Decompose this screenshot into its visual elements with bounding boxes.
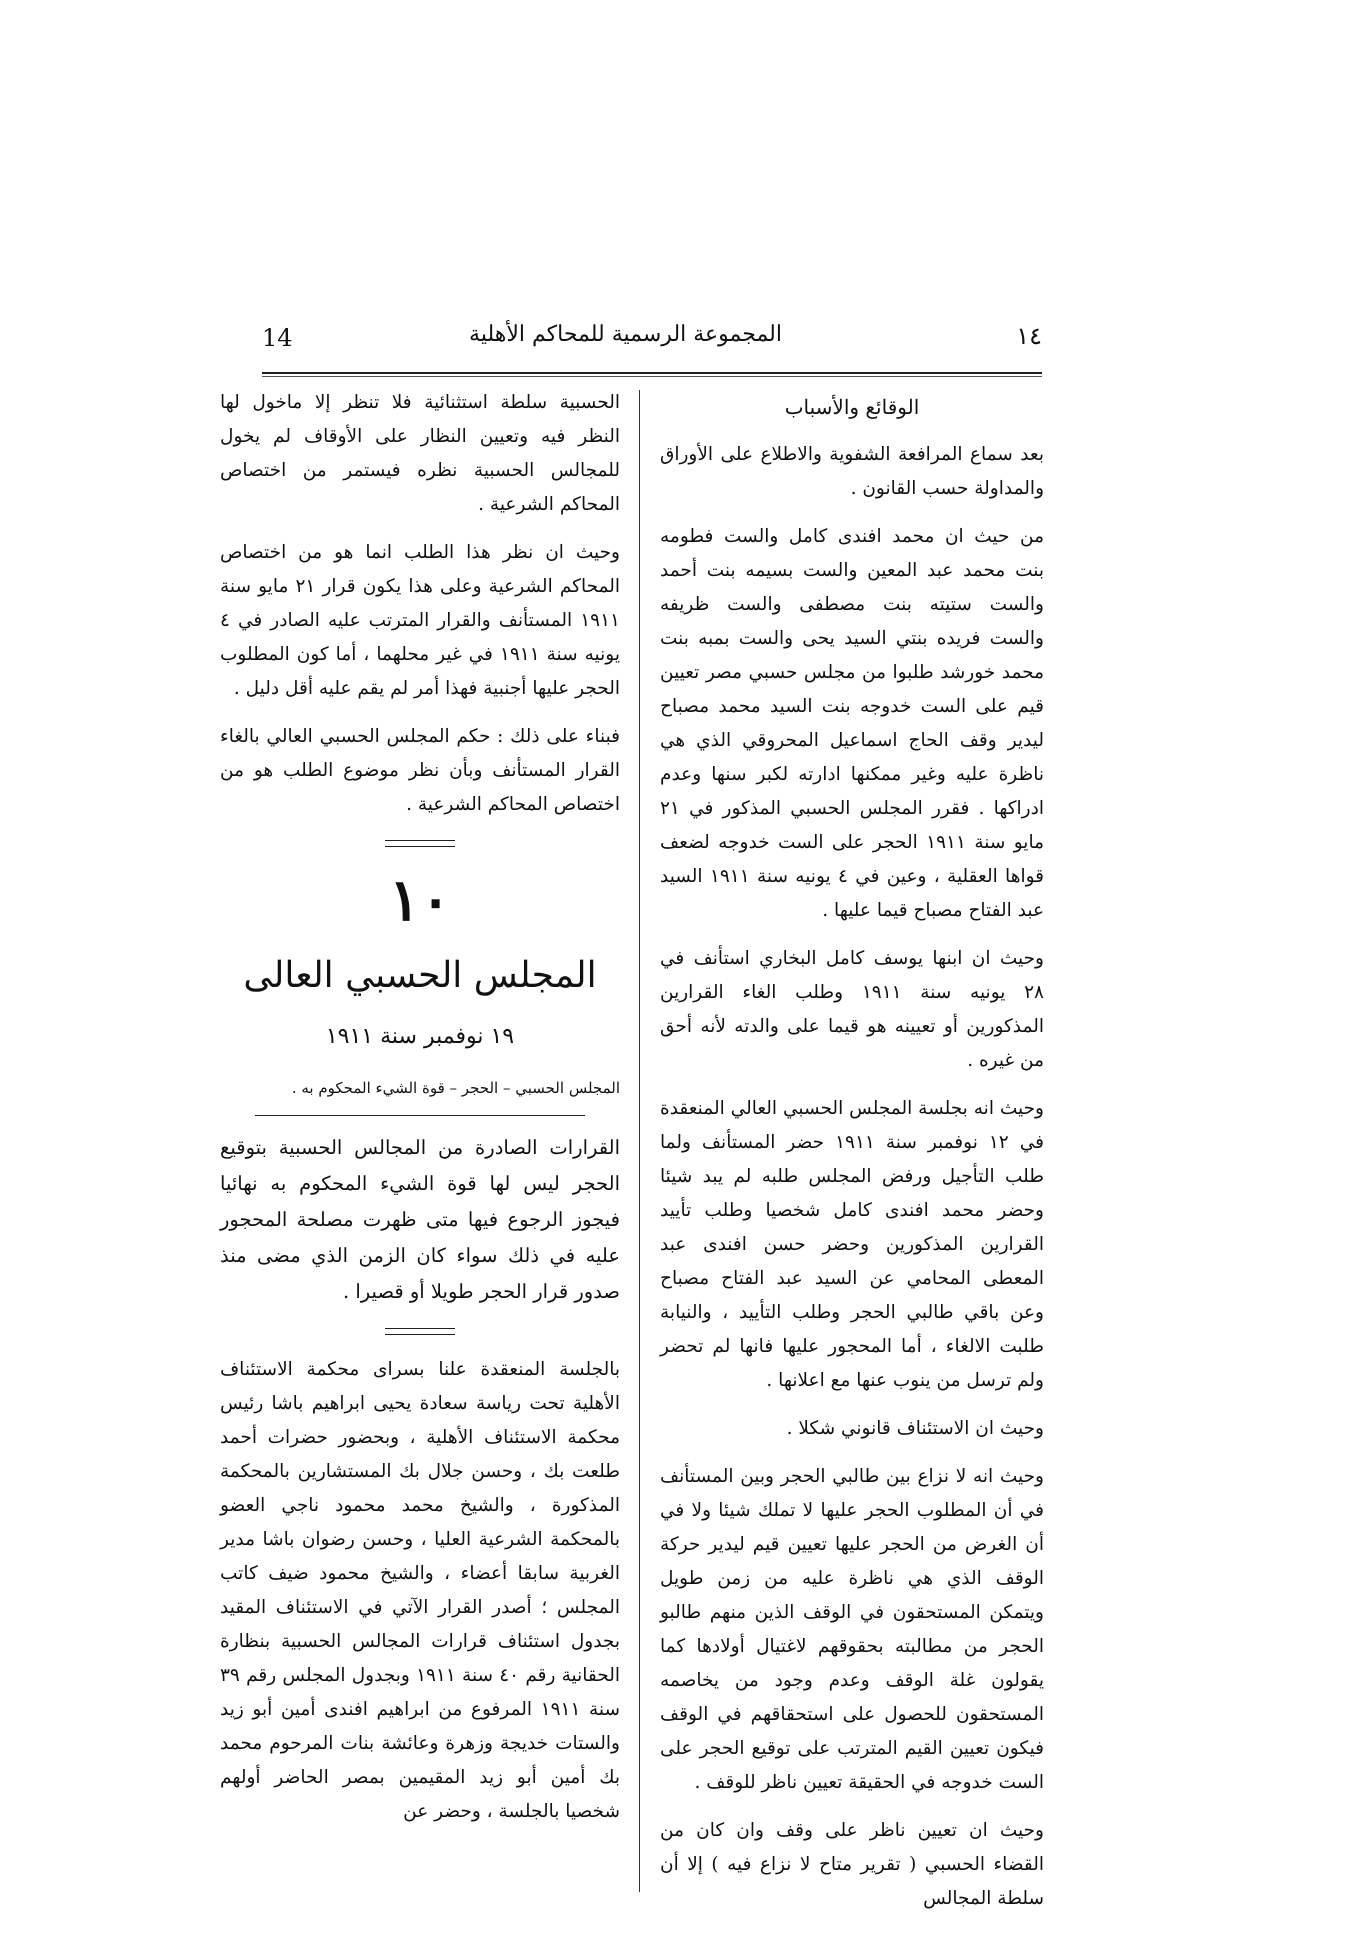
paragraph: وحيث انه لا نزاع بين طالبي الحجر وبين المستأنف في أن المطلوب الحجر عليها لا تملك شيئا ولا في أن الغرض من الحجر عليها تعيين قيم ليدير حركة الوقف الذي هي ناظرة عليه من زمن طويل ويتمكن المستحقون في الوقف الذين منهم طالبو الحجر من مطالبته بحقوقهم لاغتيال أولادها كما يقولون غلة الوقف وعدم وجود من يخاصمه المستحقون للحصول على استحقاقهم في الوقف فيكون تعيين القيم المترتب على توقيع الحجر على الست خدوجه في الحقيقة تعيين ناظر للوقف . [660, 1466, 1044, 1793]
page-number-latin: 14 [262, 324, 293, 352]
section-heading: الوقائع والأسباب [784, 395, 920, 419]
paragraph: وحيث انه بجلسة المجلس الحسبي العالي المنعقدة في ١٢ نوفمبر سنة ١٩١١ حضر المستأنف ولما طلب التأجيل ورفض المجلس طلبه لم يبد شيئا وحضر محمد افندى كامل شخصيا وطلب تأييد القرارين المذكورين وحضر حسن افندى عبد المعطى المحامي عن السيد عبد الفتاح مصباح وعن باقي طالبي الحجر وطلب التأييد ، والنيابة طلبت الالغاء ، أما المحجور عليها فانها لم تحضر ولم ترسل من ينوب عنها مع اعلانها . [660, 1098, 1044, 1391]
right-column [660, 390, 1044, 1930]
case-date: ١٩ نوفمبر سنة ١٩١١ [325, 1024, 515, 1049]
running-title: المجموعة الرسمية للمحاكم الأهلية [469, 322, 782, 347]
keywords-rule [255, 1115, 585, 1116]
paragraph: وحيث ان ابنها يوسف كامل البخاري استأنف في ٢٨ يونيه سنة ١٩١١ وطلب الغاء القرارين المذكورين أو تعيينه هو قيما على والدته لأنه أحق من غيره . [660, 948, 1044, 1071]
header-rule-thin [262, 376, 1042, 377]
case-keywords: المجلس الحسبي – الحجر – قوة الشيء المحكوم به . [291, 1079, 620, 1097]
case-number: ١٠ [388, 866, 452, 934]
paragraph: وحيث ان نظر هذا الطلب انما هو من اختصاص المحاكم الشرعية وعلى هذا يكون قرار ٢١ مايو سنة ١٩١١ المستأنف والقرار المترتب عليه الصادر في ٤ يونيه سنة ١٩١١ في غير محلهما ، أما كون المطلوب الحجر عليها أجنبية فهذا أمر لم يقم عليه أقل دليل . [220, 542, 620, 699]
paragraph: فبناء على ذلك : حكم المجلس الحسبي العالي بالغاء القرار المستأنف وبأن نظر موضوع الطلب هو من اختصاص المحاكم الشرعية . [220, 726, 620, 815]
court-name: المجلس الحسبي العالى [243, 955, 597, 996]
header-rule [262, 372, 1042, 374]
paragraph: الحسبية سلطة استثنائية فلا تنظر إلا ماخول لها النظر فيه وتعيين النظار على الأوقاف لم يخول للمجالس الحسبية نظره فيستمر من اختصاص المحاكم الشرعية . [220, 392, 620, 515]
paragraph: وحيث ان تعيين ناظر على وقف وان كان من القضاء الحسبي ( تقرير متاح لا نزاع فيه ) إلا أن سلطة المجالس [660, 1820, 1044, 1909]
paragraph: وحيث ان الاستئناف قانوني شكلا . [786, 1418, 1044, 1439]
paragraph: من حيث ان محمد افندى كامل والست فطومه بنت محمد عبد المعين والست بسيمه بنت أحمد والست ستيته بنت مصطفى والست ظريفه والست فريده بنتي السيد يحى والست بمبه بنت محمد خورشد طلبوا من مجلس حسبي مصر تعيين قيم على الست خدوجه بنت السيد محمد مصباح ليدير وقف الحاج اسماعيل المحروقي الذي هي ناظرة عليه وغير ممكنها ادارته لكبر سنها وعدم ادراكها . فقرر المجلس الحسبي المذكور في ٢١ مايو سنة ١٩١١ الحجر على الست خدوجه لضعف قواها العقلية ، وعين في ٤ يونيه سنة ١٩١١ السيد عبد الفتاح مصباح قيما عليها . [660, 526, 1045, 921]
page-number-arabic: ١٤ [1016, 322, 1042, 350]
ruling-summary: القرارات الصادرة من المجالس الحسبية بتوقيع الحجر ليس لها قوة الشيء المحكوم به نهائيا فيجوز الرجوع فيها متى ظهرت مصلحة المحجور عليه في ذلك سواء كان الزمن الذي مضى منذ صدور قرار الحجر طويلا أو قصيرا . [220, 1136, 620, 1303]
paragraph: بعد سماع المرافعة الشفوية والاطلاع على الأوراق والمداولة حسب القانون . [660, 444, 1044, 499]
double-rule-separator [385, 1328, 455, 1335]
column-divider [639, 390, 640, 1892]
left-column [220, 386, 620, 1843]
session-paragraph: بالجلسة المنعقدة علنا بسراى محكمة الاستئناف الأهلية تحت رياسة سعادة يحيى ابراهيم باشا رئيس محكمة الاستئناف الأهلية ، وبحضور حضرات أحمد طلعت بك ، وحسن جلال بك المستشارين بالمحكمة المذكورة ، والشيخ محمد محمود ناجي العضو بالمحكمة الشرعية العليا ، وحسن رضوان باشا مدير الغربية سابقا أعضاء ، والشيخ محمود ضيف كاتب المجلس ؛ أصدر القرار الآتي في الاستئناف المقيد بجدول استئناف قرارات المجالس الحسبية بنظارة الحقانية رقم ٤٠ سنة ١٩١١ وبجدول المجلس رقم ٣٩ سنة ١٩١١ المرفوع من ابراهيم افندى أمين أبو زيد والستات خديجة وزهرة وعائشة بنات المرحوم محمد بك أمين أبو زيد المقيمين بمصر الحاضر أولهم شخصيا بالجلسة ، وحضر عن [220, 1359, 621, 1822]
page-header [262, 318, 1042, 358]
double-rule-separator [385, 840, 455, 847]
